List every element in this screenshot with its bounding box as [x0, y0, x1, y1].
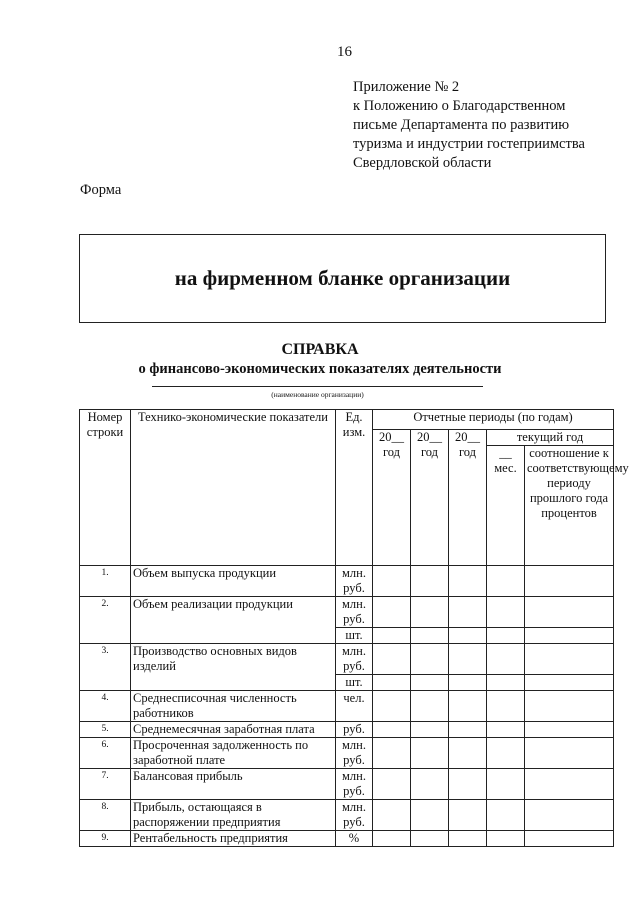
unit-cell: шт. [336, 628, 373, 644]
letterhead-box [79, 234, 606, 323]
value-cell[interactable] [449, 831, 487, 847]
organization-caption: (наименование организации) [271, 390, 364, 399]
value-cell[interactable] [373, 800, 411, 831]
value-cell[interactable] [525, 691, 614, 722]
value-cell[interactable] [411, 691, 449, 722]
appendix-note [353, 78, 585, 173]
value-cell[interactable] [373, 566, 411, 597]
unit-cell: % [336, 831, 373, 847]
value-cell[interactable] [373, 691, 411, 722]
unit-cell: чел. [336, 691, 373, 722]
row-number: 5. [80, 722, 131, 738]
value-cell[interactable] [487, 738, 525, 769]
header-current-year: текущий год [487, 430, 614, 446]
page-number: 16 [337, 44, 352, 60]
value-cell[interactable] [449, 769, 487, 800]
unit-cell: млн. руб. [336, 644, 373, 675]
value-cell[interactable] [449, 628, 487, 644]
indicator-name: Производство основных видов изделий [131, 644, 336, 691]
header-ratio: соотношение к соответствующему периоду прошлого года процентов [525, 446, 614, 566]
unit-cell: млн. руб. [336, 566, 373, 597]
header-row-number: Номер строки [80, 410, 131, 566]
value-cell[interactable] [487, 597, 525, 628]
table-row [80, 800, 614, 831]
value-cell[interactable] [525, 597, 614, 628]
table-row [80, 831, 614, 847]
row-number: 9. [80, 831, 131, 847]
value-cell[interactable] [449, 566, 487, 597]
table-row [80, 566, 614, 597]
year-word: год [382, 445, 401, 459]
value-cell[interactable] [449, 722, 487, 738]
value-cell[interactable] [373, 644, 411, 675]
value-cell[interactable] [525, 831, 614, 847]
row-number: 2. [80, 597, 131, 644]
value-cell[interactable] [487, 675, 525, 691]
header-periods: Отчетные периоды (по годам) [373, 410, 614, 430]
value-cell[interactable] [487, 628, 525, 644]
value-cell[interactable] [411, 831, 449, 847]
indicator-name: Объем выпуска продукции [131, 566, 336, 597]
row-number: 6. [80, 738, 131, 769]
value-cell[interactable] [525, 566, 614, 597]
value-cell[interactable] [373, 738, 411, 769]
unit-cell: млн. руб. [336, 738, 373, 769]
table-row [80, 597, 614, 628]
letterhead-text: на фирменном бланке организации [174, 266, 511, 290]
value-cell[interactable] [487, 800, 525, 831]
year-blank: 20__ [455, 430, 480, 444]
appendix-line: Приложение № 2 [353, 79, 460, 95]
row-number: 7. [80, 769, 131, 800]
appendix-line: Свердловской области [353, 155, 492, 171]
value-cell[interactable] [411, 566, 449, 597]
document-title: СПРАВКА [281, 341, 359, 358]
document-subtitle: о финансово-экономических показателях деятельности [138, 361, 502, 377]
row-number: 8. [80, 800, 131, 831]
value-cell[interactable] [373, 628, 411, 644]
value-cell[interactable] [411, 800, 449, 831]
value-cell[interactable] [411, 597, 449, 628]
appendix-line: к Положению о Благодарственном [353, 98, 566, 114]
value-cell[interactable] [449, 644, 487, 675]
value-cell[interactable] [411, 738, 449, 769]
header-year-3 [449, 430, 487, 566]
unit-cell: млн. руб. [336, 769, 373, 800]
table-row [80, 644, 614, 675]
header-months: __ мес. [487, 446, 525, 566]
row-number: 1. [80, 566, 131, 597]
unit-cell: млн. руб. [336, 800, 373, 831]
value-cell[interactable] [487, 566, 525, 597]
value-cell[interactable] [411, 675, 449, 691]
unit-cell: руб. [336, 722, 373, 738]
indicators-table [79, 409, 629, 847]
value-cell[interactable] [449, 691, 487, 722]
value-cell[interactable] [525, 769, 614, 800]
value-cell[interactable] [411, 769, 449, 800]
indicator-name: Среднемесячная заработная плата [131, 722, 336, 738]
unit-cell: шт. [336, 675, 373, 691]
value-cell[interactable] [373, 597, 411, 628]
value-cell[interactable] [487, 691, 525, 722]
header-indicators: Технико-экономические показатели [131, 410, 336, 566]
value-cell[interactable] [525, 738, 614, 769]
header-year-2 [411, 430, 449, 566]
year-blank: 20__ [417, 430, 442, 444]
value-cell[interactable] [373, 831, 411, 847]
value-cell[interactable] [525, 644, 614, 675]
value-cell[interactable] [487, 644, 525, 675]
value-cell[interactable] [373, 675, 411, 691]
form-label: Форма [80, 182, 122, 198]
unit-cell: млн. руб. [336, 597, 373, 628]
row-number: 3. [80, 644, 131, 691]
indicator-name: Рентабельность предприятия [131, 831, 336, 847]
value-cell[interactable] [373, 769, 411, 800]
table-row [80, 769, 614, 800]
value-cell[interactable] [449, 800, 487, 831]
value-cell[interactable] [525, 675, 614, 691]
value-cell[interactable] [525, 800, 614, 831]
year-word: год [458, 445, 477, 459]
value-cell[interactable] [487, 831, 525, 847]
indicator-name: Балансовая прибыль [131, 769, 336, 800]
value-cell[interactable] [449, 597, 487, 628]
value-cell[interactable] [487, 769, 525, 800]
value-cell[interactable] [525, 722, 614, 738]
indicator-name: Прибыль, остающаяся в распоряжении предприятия [131, 800, 336, 831]
table-row [80, 691, 614, 722]
header-unit: Ед. изм. [336, 410, 373, 566]
value-cell[interactable] [525, 628, 614, 644]
value-cell[interactable] [449, 675, 487, 691]
indicator-name: Объем реализации продукции [131, 597, 336, 644]
organization-name-line [152, 386, 483, 387]
appendix-line: туризма и индустрии гостеприимства [353, 136, 585, 152]
value-cell[interactable] [487, 722, 525, 738]
row-number: 4. [80, 691, 131, 722]
value-cell[interactable] [411, 628, 449, 644]
table-row [80, 738, 614, 769]
value-cell[interactable] [411, 644, 449, 675]
year-blank: 20__ [379, 430, 404, 444]
header-year-1 [373, 430, 411, 566]
value-cell[interactable] [449, 738, 487, 769]
year-word: год [420, 445, 439, 459]
indicator-name: Просроченная задолженность по заработной плате [131, 738, 336, 769]
appendix-line: письме Департамента по развитию [353, 117, 570, 133]
value-cell[interactable] [411, 722, 449, 738]
table-row [80, 722, 614, 738]
indicator-name: Среднесписочная численность работников [131, 691, 336, 722]
value-cell[interactable] [373, 722, 411, 738]
